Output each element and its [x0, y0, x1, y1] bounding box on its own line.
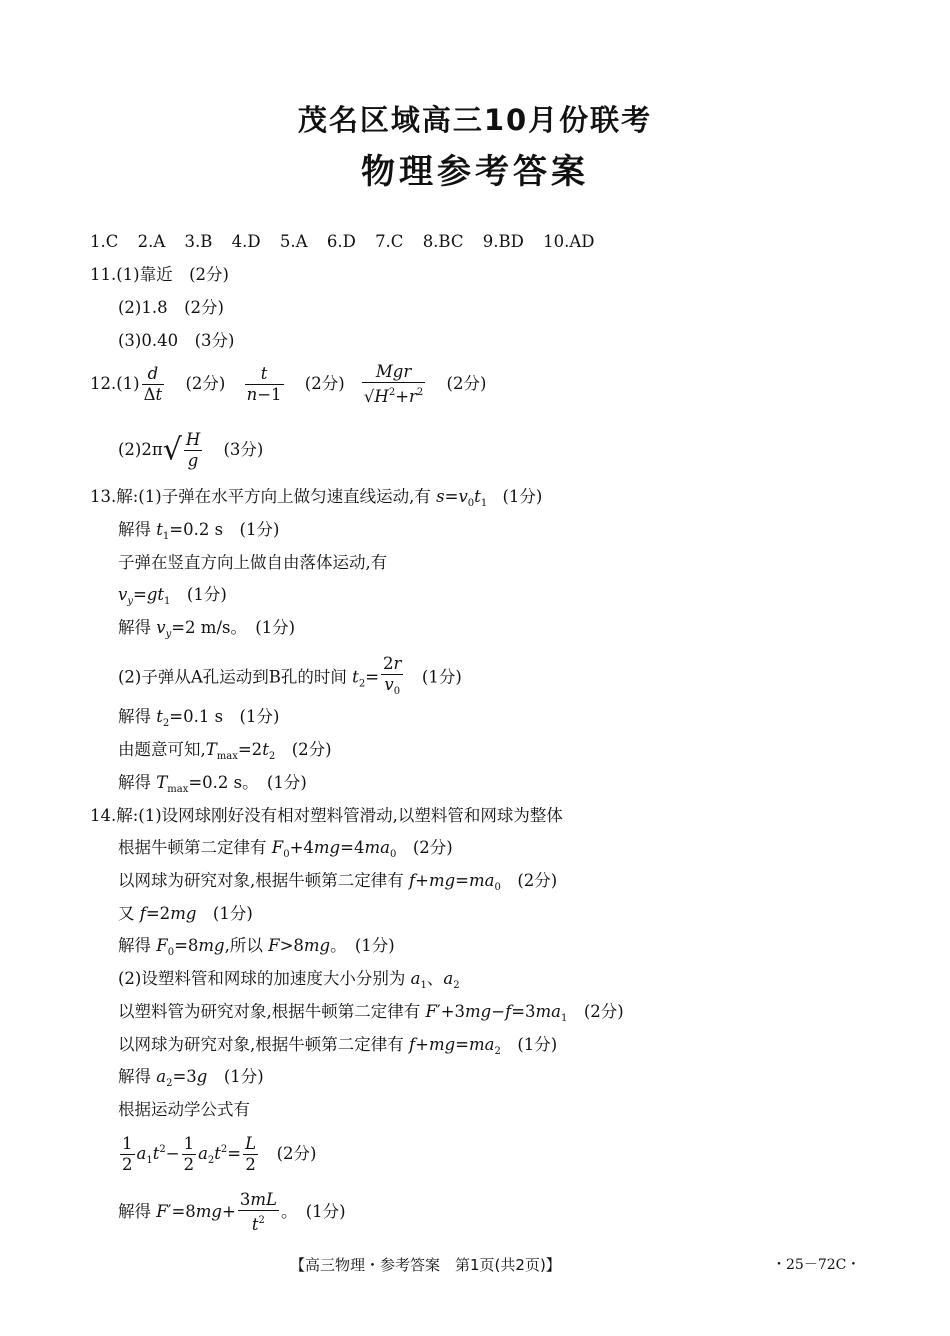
score: (2分) — [185, 374, 226, 393]
score: (1分) — [421, 667, 462, 687]
q13-line-1: 13.解:(1)子弹在水平方向上做匀速直线运动,有 $s=v_0t_1$ (1分) — [90, 487, 543, 509]
score: (1分) — [212, 904, 253, 923]
q12-prefix-2: (2)2π — [118, 440, 163, 459]
mc-answer: 3.B — [184, 232, 213, 251]
q14-line-7: 以塑料管为研究对象,根据牛顿第二定律有 $F'+3mg-f=3ma_1$ (2分) — [118, 1002, 624, 1024]
q14-line-6: (2)设塑料管和网球的加速度大小分别为 $a_1$、$a_2$ — [118, 969, 460, 991]
score: (2分) — [583, 1002, 624, 1021]
q14-line-11: $\frac{1}{2}$ $a_1t^2-$ $\frac{1}{2}$ $a_2t^2=$ $\frac{L}{2}$ (2分) — [122, 1134, 317, 1174]
score: (1分) — [255, 618, 296, 637]
q13-line-6: (2)子弹从A孔运动到B孔的时间 $t_2=$ $\frac{2r}{v_0}$ (1分) — [118, 654, 462, 702]
formula-t-over-n-1: $\frac{t}{n-1}$ — [246, 364, 282, 404]
document-code: ・25－72C・ — [772, 1257, 861, 1273]
q14-line-9: 解得 $a_2=3g$ (1分) — [118, 1067, 264, 1089]
page-subtitle: 物理参考答案 — [361, 152, 589, 192]
score: (1分) — [502, 487, 543, 506]
q13-line-8: 由题意可知$,T_{max}=2t_2$ (2分) — [118, 740, 332, 762]
score: (3分) — [223, 440, 264, 459]
q13-text: 13.解:(1)子弹在水平方向上做匀速直线运动,有 — [90, 487, 431, 506]
q12-prefix: 12.(1) — [90, 374, 140, 393]
score: (1分) — [239, 707, 280, 726]
mc-answer: 4.D — [231, 232, 261, 251]
q13-text: 解得 — [118, 520, 151, 539]
q13-line-2: 解得 $t_1=0.2$ s (1分) — [118, 520, 280, 542]
q14-text: 又 — [118, 904, 135, 923]
q14-line-1: 14.解:(1)设网球刚好没有相对塑料管滑动,以塑料管和网球为整体 — [90, 806, 563, 825]
q14-line-2: 根据牛顿第二定律有 $F_0+4mg=4ma_0$ (2分) — [118, 838, 453, 860]
q13-text: (2)子弹从A孔运动到B孔的时间 — [118, 667, 347, 687]
q14-text: 解得 — [118, 1202, 151, 1221]
score: (2分) — [276, 1144, 317, 1163]
q14-text: 解得 — [118, 936, 151, 955]
q13-line-9: 解得 $T_{max}=0.2$ s。 (1分) — [118, 773, 307, 795]
q13-text: 解得 — [118, 773, 151, 792]
score: (2分) — [446, 374, 487, 393]
mc-answer: 10.AD — [543, 232, 595, 251]
q13-line-5: 解得 $v_y=2$ m/s。 (1分) — [118, 618, 296, 640]
score: (1分) — [186, 585, 227, 604]
q14-line-5: 解得 $F_0=8mg$,所以 F>8mg。 (1分) — [118, 936, 395, 958]
q11-line-1: 11.(1)靠近 (2分) — [90, 265, 229, 284]
q12-line-1 — [90, 362, 486, 407]
score: (1分) — [266, 773, 307, 792]
q14-text: 解得 — [118, 1067, 151, 1086]
page-title: 茂名区域高三10月份联考 — [297, 103, 653, 137]
mc-answer: 2.A — [137, 232, 166, 251]
formula-mgr-fraction: $\frac{\text{Mgr}}{√H^2+r^2}$ — [363, 362, 424, 406]
q11-line-2: (2)1.8 (2分) — [118, 298, 224, 317]
q13-line-4: $v_y=gt_1$ (1分) — [118, 585, 227, 607]
mc-answer: 6.D — [326, 232, 356, 251]
mc-answer: 9.BD — [482, 232, 524, 251]
q13-line-7: 解得 $t_2=0.1$ s (1分) — [118, 707, 280, 729]
score: (1分) — [517, 1035, 558, 1054]
q13-text: 解得 — [118, 618, 151, 637]
q14-line-8: 以网球为研究对象,根据牛顿第二定律有 $f+mg=ma_2$ (1分) — [118, 1035, 558, 1057]
score: (2分) — [412, 838, 453, 857]
q14-line-10: 根据运动学公式有 — [118, 1100, 250, 1119]
score: (1分) — [354, 936, 395, 955]
q13-line-3: 子弹在竖直方向上做自由落体运动,有 — [118, 553, 388, 572]
q13-text: 由题意可知, — [118, 740, 206, 759]
score: (1分) — [239, 520, 280, 539]
formula-sqrt-h-over-g: √ $\frac{H}{g}$ — [162, 430, 201, 470]
mc-answer: 7.C — [375, 232, 404, 251]
mc-answer: 1.C — [90, 232, 119, 251]
score: (2分) — [291, 740, 332, 759]
score: (1分) — [305, 1202, 346, 1221]
formula-d-over-dt: $\frac{d}{\Delta t}$ — [143, 364, 163, 404]
mc-answer: 8.BC — [422, 232, 464, 251]
q13-text: 解得 — [118, 707, 151, 726]
q11-line-3: (3)0.40 (3分) — [118, 331, 235, 350]
q12-line-2 — [118, 430, 263, 471]
score: (2分) — [517, 871, 558, 890]
score: (1分) — [223, 1067, 264, 1086]
q14-line-3: 以网球为研究对象,根据牛顿第二定律有 $f+mg=ma_0$ (2分) — [118, 871, 558, 893]
score: (2分) — [304, 374, 345, 393]
q14-text: 以塑料管为研究对象,根据牛顿第二定律有 — [118, 1002, 421, 1021]
q14-text: 以网球为研究对象,根据牛顿第二定律有 — [118, 871, 404, 890]
q14-line-12: 解得 F′=8mg+ $\frac{3mL}{t^2}$ 。 (1分) — [118, 1190, 346, 1234]
mc-answer: 5.A — [279, 232, 308, 251]
q14-text: 根据牛顿第二定律有 — [118, 838, 267, 857]
q14-text: (2)设塑料管和网球的加速度大小分别为 — [118, 969, 406, 988]
mc-answers — [90, 231, 609, 253]
q14-text: 以网球为研究对象,根据牛顿第二定律有 — [118, 1035, 404, 1054]
q14-line-4: 又 f=2mg (1分) — [118, 904, 253, 923]
page-footer: 【高三物理・参考答案 第1页(共2页)】 — [290, 1256, 561, 1274]
